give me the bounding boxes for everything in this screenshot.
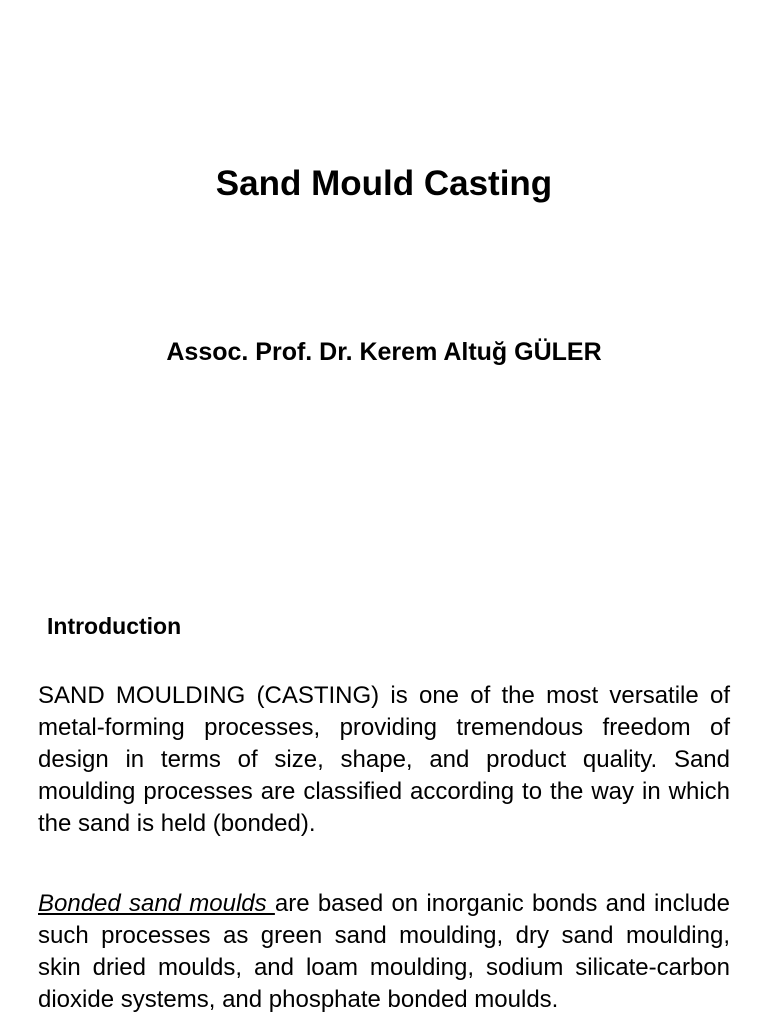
bonded-sand-paragraph-text: are based on inorganic bonds and include such processes as green sand moulding, dry sand moulding, skin dried moulds, and loam moulding, sodium silicate-carbon dioxide systems, and phosphate bonded moulds. bbox=[38, 890, 730, 1013]
bonded-sand-paragraph bbox=[38, 888, 730, 1016]
slide-title: Sand Mould Casting bbox=[215, 164, 553, 203]
section-heading-introduction: Introduction bbox=[47, 613, 182, 639]
author-name: Assoc. Prof. Dr. Kerem Altuğ GÜLER bbox=[166, 338, 602, 366]
intro-paragraph: SAND MOULDING (CASTING) is one of the most versatile of metal-forming processes, providing tremendous freedom of design in terms of size, shape, and product quality. Sand moulding processes are classified according to the way in which the sand is held (bonded). bbox=[38, 682, 730, 837]
bonded-sand-moulds-term: Bonded sand moulds bbox=[38, 890, 275, 917]
